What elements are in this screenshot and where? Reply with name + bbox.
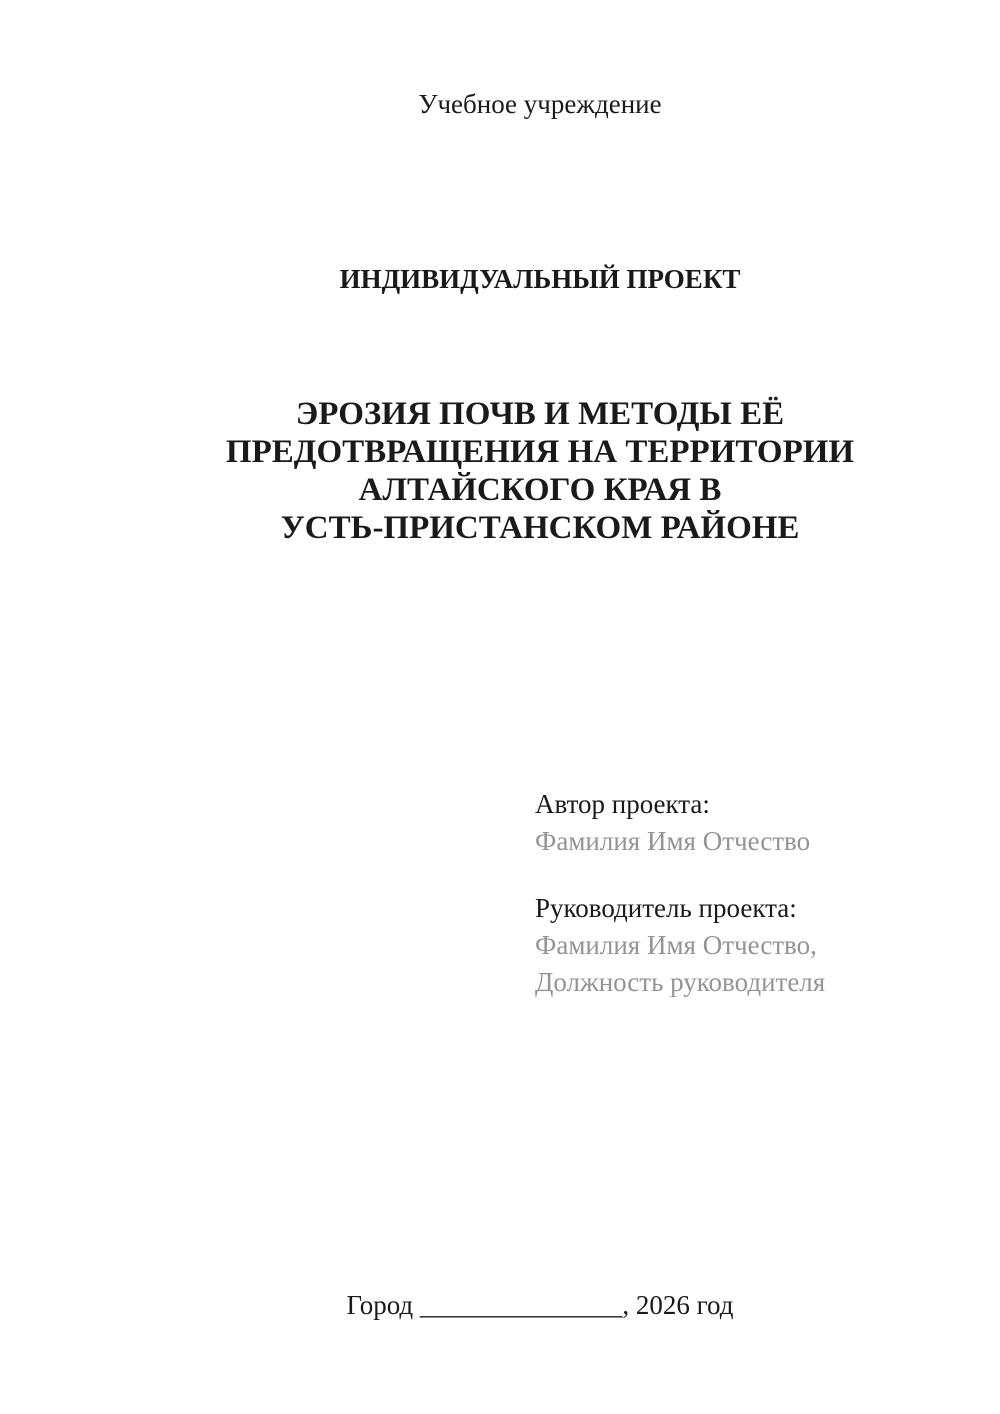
project-title-line-1: ЭРОЗИЯ ПОЧВ И МЕТОДЫ ЕЁ bbox=[295, 396, 785, 432]
city-year-line bbox=[85, 1287, 995, 1324]
author-label: Автор проекта: bbox=[535, 789, 710, 819]
project-type-heading: ИНДИВИДУАЛЬНЫЙ ПРОЕКТ bbox=[339, 264, 741, 294]
supervisor-name-placeholder: Фамилия Имя Отчество, bbox=[535, 930, 817, 960]
author-name-placeholder: Фамилия Имя Отчество bbox=[535, 826, 811, 856]
project-title bbox=[85, 395, 995, 547]
project-title-line-4: УСТЬ-ПРИСТАНСКОМ РАЙОНЕ bbox=[280, 510, 800, 546]
author-block bbox=[535, 786, 995, 860]
city-label: Город bbox=[346, 1290, 414, 1320]
city-blank-line: _______________ bbox=[419, 1290, 623, 1320]
supervisor-position-placeholder: Должность руководителя bbox=[535, 967, 826, 997]
year-text: , 2026 год bbox=[622, 1290, 734, 1320]
institution-line: Учебное учреждение bbox=[418, 89, 662, 119]
supervisor-block bbox=[535, 890, 995, 1001]
credits-section bbox=[85, 786, 995, 1001]
project-title-line-2: ПРЕДОТВРАЩЕНИЯ НА ТЕРРИТОРИИ bbox=[225, 434, 855, 470]
supervisor-label: Руководитель проекта: bbox=[535, 893, 797, 923]
project-title-line-3: АЛТАЙСКОГО КРАЯ В bbox=[358, 472, 722, 508]
